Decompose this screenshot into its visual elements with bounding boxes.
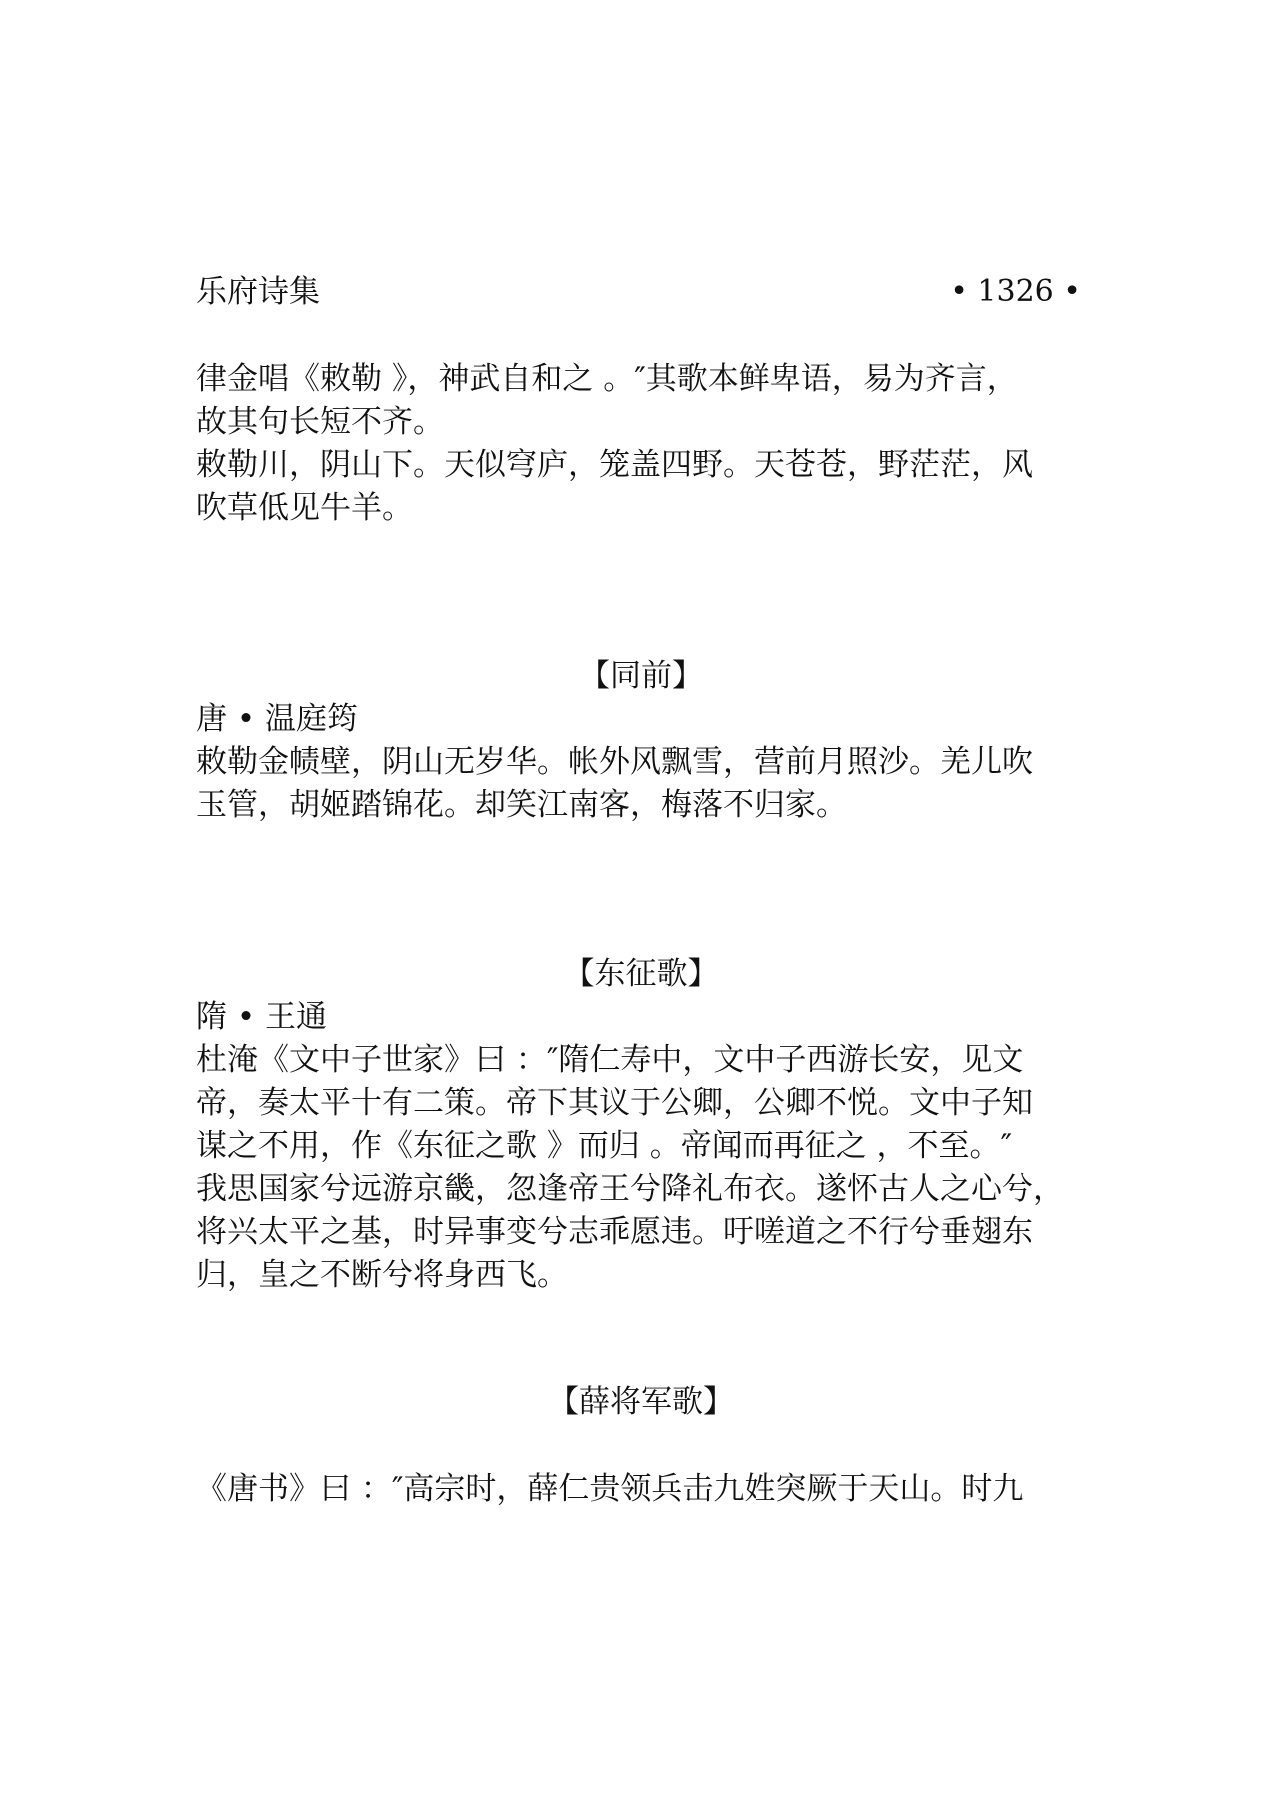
poem-line: 我思国家兮远游京畿，忽逢帝王兮降礼布衣。遂怀古人之心兮， xyxy=(196,1171,1064,1207)
author-line: 隋 • 王通 xyxy=(196,999,327,1035)
poem-line: 吹草低见牛羊。 xyxy=(196,490,413,526)
poem-line: 敕勒金帻壁，阴山无岁华。帐外风飘雪，营前月照沙。羌儿吹 xyxy=(196,744,1033,780)
author-line: 唐 • 温庭筠 xyxy=(196,701,358,737)
poem-line: 敕勒川，阴山下。天似穹庐，笼盖四野。天苍苍，野茫茫，风 xyxy=(196,447,1033,483)
poem-line: 将兴太平之基，时异事变兮志乖愿违。吁嗟道之不行兮垂翅东 xyxy=(196,1214,1033,1250)
page-number: • 1326 • xyxy=(950,274,1081,309)
text-line: 谋之不用，作《东征之歌 》而归 。帝闻而再征之 ，不至。″ xyxy=(196,1128,1013,1164)
book-title: 乐府诗集 xyxy=(196,274,320,310)
text-line: 帝，奏太平十有二策。帝下其议于公卿，公卿不悦。文中子知 xyxy=(196,1085,1033,1121)
poem-line: 归，皇之不断兮将身西飞。 xyxy=(196,1257,568,1293)
section-dongzhengge xyxy=(196,996,1086,1297)
poem-line: 玉管，胡姬踏锦花。却笑江南客，梅落不归家。 xyxy=(196,787,847,823)
text-line: 故其句长短不齐。 xyxy=(196,404,444,440)
section-heading: 【薛将军歌】 xyxy=(548,1384,734,1420)
section-continuation xyxy=(196,358,1086,530)
text-line: 律金唱《敕勒 》，神武自和之 。″其歌本鲜卑语，易为齐言， xyxy=(196,361,1018,397)
text-line: 杜淹《文中子世家》曰 ：″隋仁寿中，文中子西游长安，见文 xyxy=(196,1042,1024,1078)
section-heading: 【东征歌】 xyxy=(563,956,719,992)
section-heading: 【同前】 xyxy=(579,658,703,694)
page-header xyxy=(196,270,1081,314)
section-xuejiangjunge xyxy=(196,1468,1086,1511)
section-tongqian xyxy=(196,698,1086,827)
text-line: 《唐书》曰 ：″高宗时，薛仁贵领兵击九姓突厥于天山。时九 xyxy=(196,1471,1024,1507)
